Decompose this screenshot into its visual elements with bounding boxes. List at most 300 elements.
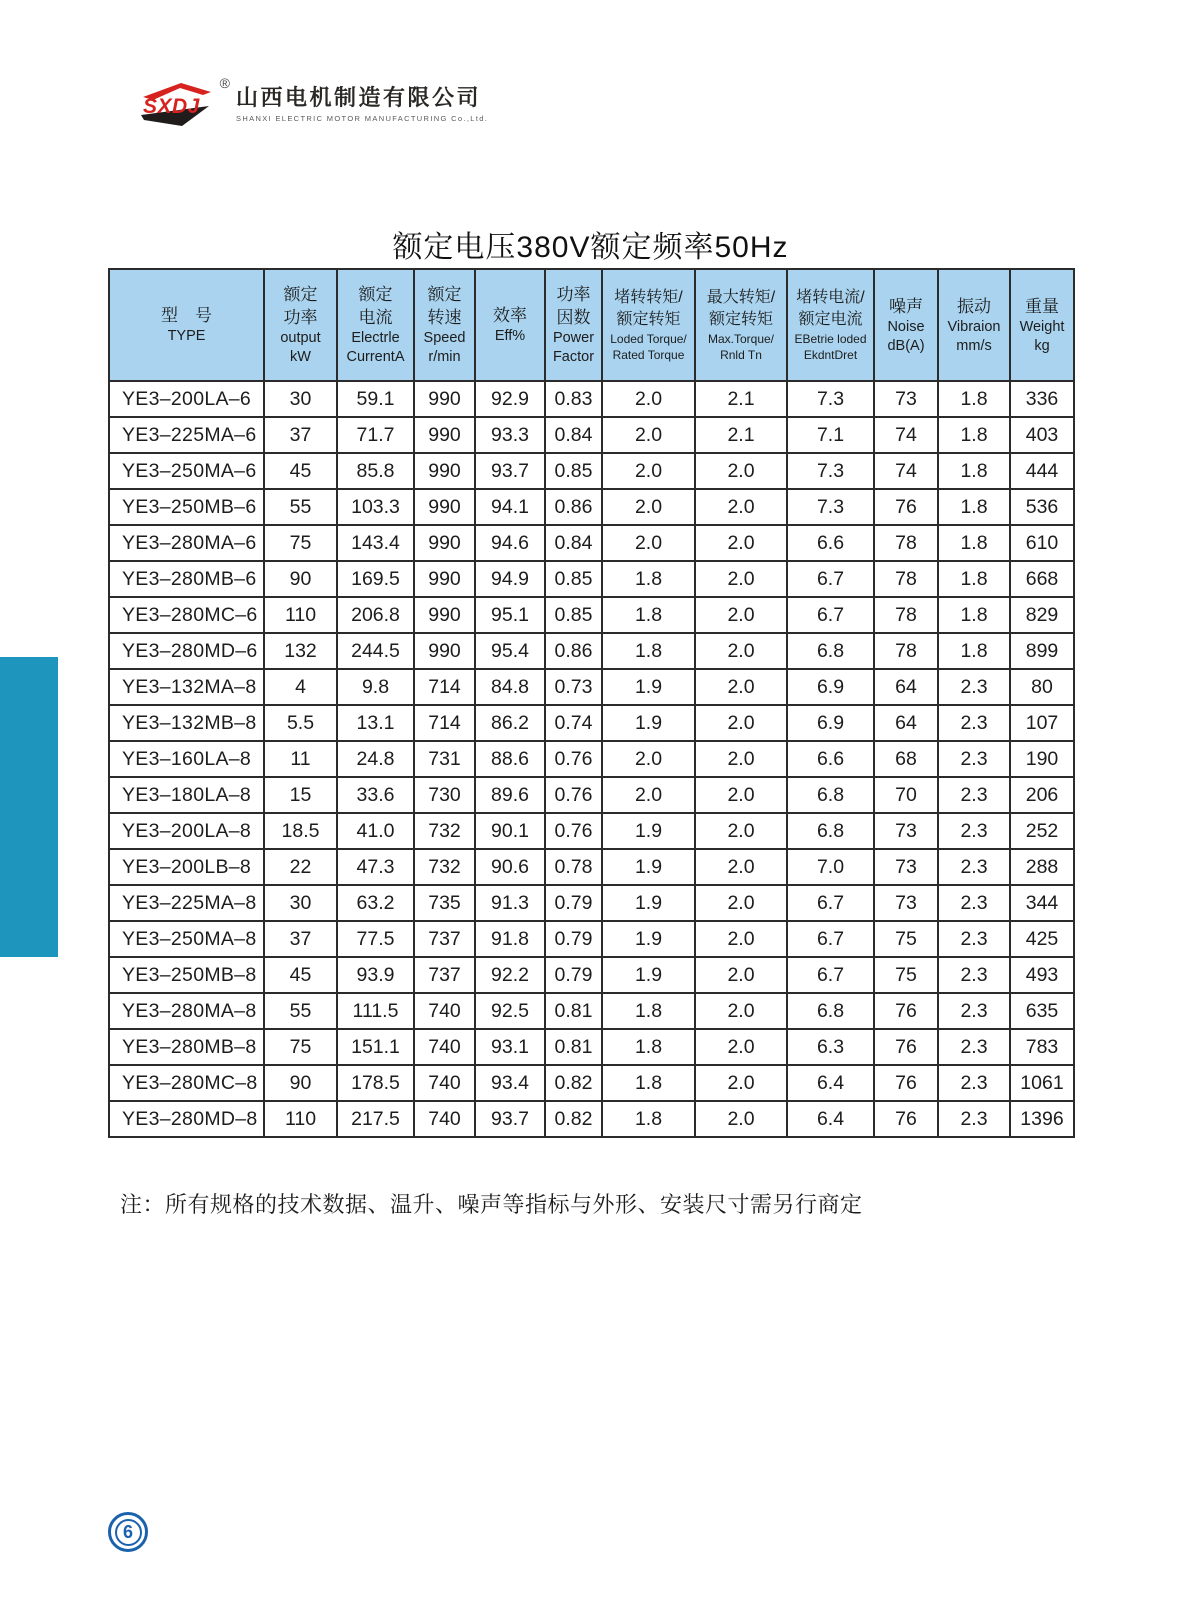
spec-value: 75 [874,957,938,993]
motor-type: YE3–250MB–6 [109,489,264,525]
spec-value: 6.4 [787,1101,874,1137]
spec-value: 344 [1010,885,1074,921]
spec-value: 1.8 [938,561,1010,597]
motor-type: YE3–250MA–6 [109,453,264,489]
spec-value: 425 [1010,921,1074,957]
spec-value: 6.9 [787,669,874,705]
spec-value: 93.7 [475,453,545,489]
spec-value: 45 [264,957,337,993]
spec-value: 0.79 [545,957,602,993]
spec-value: 132 [264,633,337,669]
spec-value: 737 [414,921,475,957]
spec-value: 2.3 [938,1029,1010,1065]
spec-value: 288 [1010,849,1074,885]
spec-value: 6.7 [787,921,874,957]
spec-value: 1.8 [938,417,1010,453]
spec-value: 2.3 [938,777,1010,813]
motor-type: YE3–280MD–8 [109,1101,264,1137]
spec-value: 0.86 [545,489,602,525]
spec-value: 68 [874,741,938,777]
spec-value: 63.2 [337,885,414,921]
spec-value: 30 [264,381,337,417]
spec-value: 76 [874,993,938,1029]
column-header: 堵转电流/ 额定电流 EBetrie loded EkdntDret [787,269,874,381]
spec-value: 77.5 [337,921,414,957]
spec-value: 93.7 [475,1101,545,1137]
spec-value: 2.1 [695,417,787,453]
spec-value: 444 [1010,453,1074,489]
spec-value: 2.0 [695,561,787,597]
motor-type: YE3–225MA–6 [109,417,264,453]
page-number: 6 [122,1522,133,1542]
spec-value: 1.9 [602,885,695,921]
company-name-en: SHANXI ELECTRIC MOTOR MANUFACTURING Co.,Ltd. [236,113,489,123]
motor-type: YE3–280MC–8 [109,1065,264,1101]
spec-value: 0.79 [545,921,602,957]
spec-value: 6.4 [787,1065,874,1101]
motor-type: YE3–132MB–8 [109,705,264,741]
motor-type: YE3–280MB–8 [109,1029,264,1065]
spec-value: 93.3 [475,417,545,453]
table-row [109,1065,1074,1101]
table-row [109,381,1074,417]
spec-value: 1.8 [602,1029,695,1065]
spec-value: 1.8 [938,489,1010,525]
spec-value: 91.3 [475,885,545,921]
spec-value: 85.8 [337,453,414,489]
table-row [109,489,1074,525]
spec-value: 88.6 [475,741,545,777]
table-header [109,269,1074,381]
spec-value: 0.76 [545,777,602,813]
spec-value: 18.5 [264,813,337,849]
spec-value: 15 [264,777,337,813]
table-row [109,1029,1074,1065]
spec-value: 0.81 [545,1029,602,1065]
motor-type: YE3–280MA–6 [109,525,264,561]
sxdj-logo-icon [140,75,230,128]
motor-type: YE3–250MB–8 [109,957,264,993]
table-header-row [109,269,1074,381]
spec-value: 107 [1010,705,1074,741]
spec-value: 1.9 [602,705,695,741]
spec-value: 73 [874,849,938,885]
spec-value: 2.0 [695,669,787,705]
spec-value: 6.3 [787,1029,874,1065]
spec-value: 2.3 [938,1101,1010,1137]
spec-value: 1.9 [602,921,695,957]
spec-value: 6.7 [787,561,874,597]
spec-value: 55 [264,993,337,1029]
spec-value: 2.0 [602,489,695,525]
spec-value: 0.85 [545,561,602,597]
spec-value: 740 [414,993,475,1029]
spec-value: 2.3 [938,921,1010,957]
spec-value: 78 [874,561,938,597]
spec-value: 78 [874,633,938,669]
table-row [109,777,1074,813]
column-header: 额定 功率 output kW [264,269,337,381]
table-row [109,633,1074,669]
spec-value: 0.82 [545,1101,602,1137]
spec-value: 2.0 [695,597,787,633]
spec-value: 732 [414,813,475,849]
spec-value: 71.7 [337,417,414,453]
spec-value: 6.8 [787,993,874,1029]
spec-value: 95.1 [475,597,545,633]
spec-value: 2.0 [695,453,787,489]
spec-value: 0.76 [545,813,602,849]
page-title: 额定电压380V额定频率50Hz [392,231,789,264]
table-row [109,705,1074,741]
spec-value: 1.8 [602,993,695,1029]
spec-value: 80 [1010,669,1074,705]
spec-value: 6.7 [787,597,874,633]
table-row [109,1101,1074,1137]
spec-value: 6.9 [787,705,874,741]
spec-value: 1.9 [602,669,695,705]
column-header: 额定 电流 Electrle CurrentA [337,269,414,381]
spec-value: 0.86 [545,633,602,669]
spec-value: 169.5 [337,561,414,597]
table-body [109,381,1074,1137]
spec-value: 92.2 [475,957,545,993]
spec-value: 74 [874,417,938,453]
spec-value: 0.73 [545,669,602,705]
spec-value: 11 [264,741,337,777]
spec-value: 1.9 [602,849,695,885]
spec-value: 2.3 [938,669,1010,705]
spec-value: 78 [874,597,938,633]
logo [140,75,489,128]
spec-value: 73 [874,885,938,921]
spec-value: 6.7 [787,885,874,921]
spec-value: 0.84 [545,417,602,453]
spec-value: 2.0 [695,741,787,777]
spec-value: 37 [264,417,337,453]
spec-value: 1.8 [602,633,695,669]
registered-trademark-icon: ® [219,75,230,91]
spec-value: 76 [874,489,938,525]
spec-value: 24.8 [337,741,414,777]
spec-value: 92.5 [475,993,545,1029]
spec-value: 6.7 [787,957,874,993]
spec-value: 90 [264,561,337,597]
table-row [109,921,1074,957]
motor-type: YE3–225MA–8 [109,885,264,921]
spec-value: 2.1 [695,381,787,417]
spec-value: 2.3 [938,1065,1010,1101]
spec-value: 714 [414,705,475,741]
motor-type: YE3–250MA–8 [109,921,264,957]
spec-value: 7.0 [787,849,874,885]
spec-value: 2.0 [695,1101,787,1137]
spec-value: 7.3 [787,381,874,417]
svg-text:SXDJ: SXDJ [143,95,200,118]
spec-value: 93.4 [475,1065,545,1101]
company-name-block [236,85,488,122]
spec-value: 0.85 [545,597,602,633]
spec-value: 252 [1010,813,1074,849]
spec-value: 78 [874,525,938,561]
motor-type: YE3–160LA–8 [109,741,264,777]
spec-value: 151.1 [337,1029,414,1065]
spec-value: 403 [1010,417,1074,453]
spec-value: 94.9 [475,561,545,597]
spec-value: 70 [874,777,938,813]
spec-value: 1.8 [602,561,695,597]
spec-value: 0.78 [545,849,602,885]
spec-value: 5.5 [264,705,337,741]
spec-value: 536 [1010,489,1074,525]
spec-value: 990 [414,417,475,453]
spec-value: 7.3 [787,453,874,489]
spec-value: 178.5 [337,1065,414,1101]
spec-value: 2.0 [602,381,695,417]
spec-value: 244.5 [337,633,414,669]
column-header: 重量 Weight kg [1010,269,1074,381]
spec-value: 22 [264,849,337,885]
spec-value: 2.3 [938,813,1010,849]
table-row [109,669,1074,705]
spec-value: 740 [414,1065,475,1101]
spec-value: 2.0 [602,417,695,453]
spec-value: 90.1 [475,813,545,849]
spec-value: 2.3 [938,705,1010,741]
spec-value: 0.74 [545,705,602,741]
motor-spec-table [108,268,1075,1138]
table-row [109,849,1074,885]
motor-type: YE3–280MB–6 [109,561,264,597]
spec-value: 90 [264,1065,337,1101]
page-number-badge [108,1512,148,1552]
spec-value: 6.8 [787,813,874,849]
spec-value: 730 [414,777,475,813]
spec-value: 2.0 [695,921,787,957]
spec-value: 9.8 [337,669,414,705]
spec-value: 783 [1010,1029,1074,1065]
spec-value: 55 [264,489,337,525]
table-row [109,741,1074,777]
spec-value: 0.83 [545,381,602,417]
table-row [109,525,1074,561]
spec-value: 76 [874,1029,938,1065]
spec-value: 740 [414,1101,475,1137]
spec-value: 1.9 [602,957,695,993]
spec-value: 6.6 [787,525,874,561]
spec-value: 0.85 [545,453,602,489]
side-tab-marker [0,657,58,957]
table-row [109,885,1074,921]
spec-value: 714 [414,669,475,705]
spec-value: 64 [874,705,938,741]
spec-value: 1.8 [938,597,1010,633]
spec-value: 1.8 [602,1065,695,1101]
spec-value: 76 [874,1101,938,1137]
spec-value: 990 [414,525,475,561]
column-header: 型 号 TYPE [109,269,264,381]
spec-value: 2.3 [938,741,1010,777]
spec-value: 30 [264,885,337,921]
spec-value: 990 [414,489,475,525]
page-number-inner-circle [115,1519,142,1546]
spec-value: 731 [414,741,475,777]
spec-value: 2.0 [695,993,787,1029]
spec-value: 2.0 [695,705,787,741]
table-row [109,597,1074,633]
motor-type: YE3–200LB–8 [109,849,264,885]
spec-value: 41.0 [337,813,414,849]
spec-value: 94.6 [475,525,545,561]
motor-type: YE3–280MC–6 [109,597,264,633]
column-header: 最大转矩/ 额定转矩 Max.Torque/ Rnld Tn [695,269,787,381]
spec-value: 1.9 [602,813,695,849]
spec-value: 610 [1010,525,1074,561]
spec-value: 1.8 [938,525,1010,561]
spec-value: 190 [1010,741,1074,777]
sxdj-emblem-icon [140,80,214,128]
spec-value: 2.3 [938,885,1010,921]
spec-value: 2.3 [938,993,1010,1029]
spec-value: 336 [1010,381,1074,417]
spec-value: 829 [1010,597,1074,633]
spec-value: 0.76 [545,741,602,777]
spec-value: 1.8 [938,381,1010,417]
spec-value: 668 [1010,561,1074,597]
spec-value: 2.3 [938,849,1010,885]
spec-value: 990 [414,597,475,633]
spec-value: 75 [874,921,938,957]
spec-value: 94.1 [475,489,545,525]
column-header: 噪声 Noise dB(A) [874,269,938,381]
spec-value: 33.6 [337,777,414,813]
spec-value: 990 [414,453,475,489]
spec-value: 13.1 [337,705,414,741]
spec-value: 2.0 [695,633,787,669]
spec-value: 73 [874,813,938,849]
spec-value: 143.4 [337,525,414,561]
spec-value: 74 [874,453,938,489]
spec-value: 73 [874,381,938,417]
motor-type: YE3–280MA–8 [109,993,264,1029]
spec-value: 493 [1010,957,1074,993]
spec-value: 110 [264,1101,337,1137]
spec-value: 110 [264,597,337,633]
spec-value: 0.82 [545,1065,602,1101]
table-row [109,453,1074,489]
spec-value: 2.0 [695,1065,787,1101]
spec-value: 1.8 [938,453,1010,489]
table-row [109,957,1074,993]
spec-value: 37 [264,921,337,957]
spec-value: 2.0 [695,957,787,993]
spec-value: 2.0 [602,453,695,489]
spec-value: 740 [414,1029,475,1065]
spec-value: 2.0 [602,525,695,561]
table-row [109,813,1074,849]
spec-value: 732 [414,849,475,885]
spec-value: 4 [264,669,337,705]
spec-value: 2.0 [695,813,787,849]
spec-value: 6.8 [787,633,874,669]
spec-value: 2.0 [695,777,787,813]
spec-value: 737 [414,957,475,993]
motor-type: YE3–132MA–8 [109,669,264,705]
column-header: 堵转转矩/ 额定转矩 Loded Torque/ Rated Torque [602,269,695,381]
spec-value: 2.0 [602,741,695,777]
spec-value: 206.8 [337,597,414,633]
spec-value: 2.0 [695,885,787,921]
spec-value: 2.0 [695,525,787,561]
spec-value: 1.8 [938,633,1010,669]
column-header: 功率 因数 Power Factor [545,269,602,381]
company-name-cn: 山西电机制造有限公司 [236,85,482,111]
spec-value: 1.8 [602,597,695,633]
spec-value: 635 [1010,993,1074,1029]
spec-value: 206 [1010,777,1074,813]
spec-value: 103.3 [337,489,414,525]
spec-value: 89.6 [475,777,545,813]
spec-value: 990 [414,633,475,669]
spec-value: 75 [264,1029,337,1065]
spec-value: 86.2 [475,705,545,741]
table-row [109,561,1074,597]
spec-value: 0.79 [545,885,602,921]
spec-value: 899 [1010,633,1074,669]
motor-type: YE3–280MD–6 [109,633,264,669]
spec-value: 1396 [1010,1101,1074,1137]
spec-value: 45 [264,453,337,489]
spec-value: 92.9 [475,381,545,417]
spec-value: 93.9 [337,957,414,993]
spec-value: 2.0 [695,849,787,885]
spec-value: 6.8 [787,777,874,813]
spec-value: 64 [874,669,938,705]
spec-value: 59.1 [337,381,414,417]
spec-value: 217.5 [337,1101,414,1137]
column-header: 振动 Vibraion mm/s [938,269,1010,381]
spec-value: 0.81 [545,993,602,1029]
column-header: 效率 Eff% [475,269,545,381]
spec-value: 90.6 [475,849,545,885]
spec-value: 47.3 [337,849,414,885]
spec-value: 84.8 [475,669,545,705]
spec-value: 990 [414,561,475,597]
spec-value: 1061 [1010,1065,1074,1101]
motor-type: YE3–200LA–6 [109,381,264,417]
spec-value: 2.0 [602,777,695,813]
spec-value: 75 [264,525,337,561]
spec-value: 1.8 [602,1101,695,1137]
spec-value: 93.1 [475,1029,545,1065]
footnote: 注：所有规格的技术数据、温升、噪声等指标与外形、安装尺寸需另行商定 [120,1192,863,1217]
spec-value: 76 [874,1065,938,1101]
spec-value: 111.5 [337,993,414,1029]
spec-value: 2.0 [695,1029,787,1065]
spec-value: 2.3 [938,957,1010,993]
spec-value: 7.1 [787,417,874,453]
spec-value: 2.0 [695,489,787,525]
table-row [109,417,1074,453]
spec-value: 7.3 [787,489,874,525]
table-row [109,993,1074,1029]
column-header: 额定 转速 Speed r/min [414,269,475,381]
motor-type: YE3–180LA–8 [109,777,264,813]
spec-value: 95.4 [475,633,545,669]
spec-value: 6.6 [787,741,874,777]
spec-value: 91.8 [475,921,545,957]
motor-type: YE3–200LA–8 [109,813,264,849]
